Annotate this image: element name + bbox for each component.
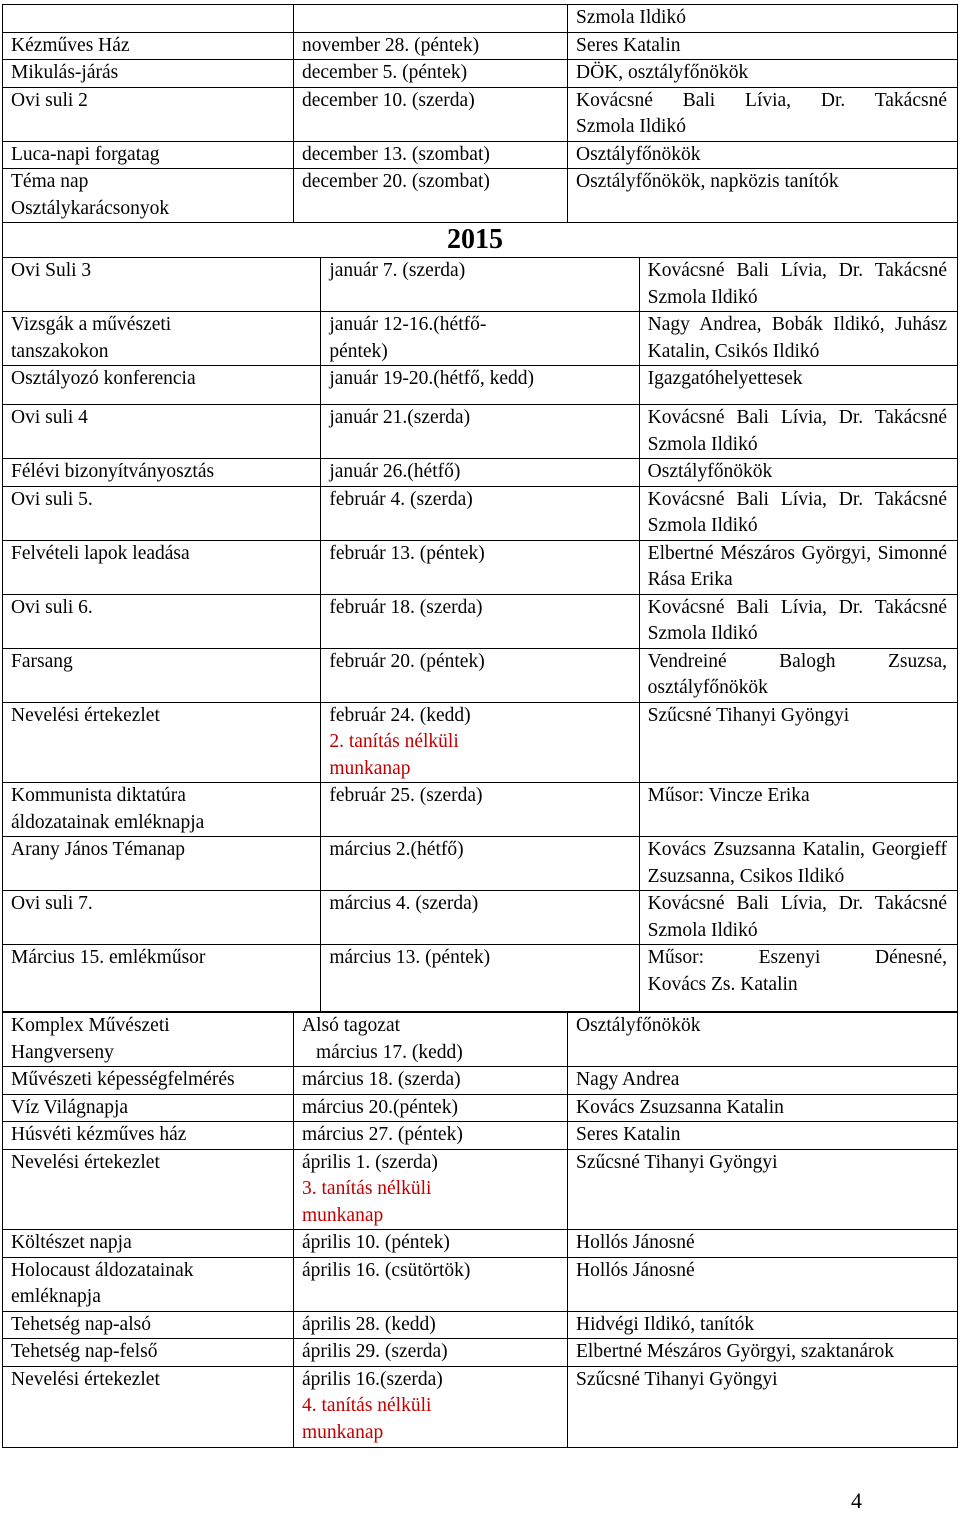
date-line: április 10. (péntek) xyxy=(302,1232,450,1253)
table-row xyxy=(3,169,958,223)
event-line: Ovi suli 7. xyxy=(11,893,93,914)
event-cell xyxy=(3,1257,294,1311)
responsible-line: Vendreiné Balogh Zsuzsa, xyxy=(647,650,947,672)
date-cell xyxy=(321,405,639,459)
table-row xyxy=(3,258,958,312)
date-cell xyxy=(294,1149,568,1230)
date-line: március 2.(hétfő) xyxy=(329,839,464,860)
event-cell xyxy=(3,5,294,33)
responsible-line: Kovácsné Bali Lívia, Dr. Takácsné xyxy=(647,596,947,618)
responsible-cell xyxy=(568,1366,958,1447)
event-line: Nevelési értekezlet xyxy=(11,704,160,726)
responsible-cell: Osztályfőnökök xyxy=(568,141,958,169)
event-line: Farsang xyxy=(11,650,73,672)
event-cell: Ovi suli 2 xyxy=(3,87,294,141)
responsible-cell xyxy=(639,312,957,366)
date-line: április 16.(szerda) xyxy=(302,1368,443,1390)
date-cell xyxy=(321,891,639,945)
date-line: március 17. (kedd) xyxy=(316,1041,463,1063)
table-row xyxy=(3,60,958,88)
responsible-line: Kovácsné Bali Lívia, Dr. Takácsné xyxy=(647,407,947,428)
event-cell xyxy=(3,486,321,540)
date-line: január 12-16.(hétfő- xyxy=(329,314,487,335)
date-cell xyxy=(321,312,639,366)
no-teaching-day-note: munkanap xyxy=(329,757,411,779)
responsible-cell xyxy=(639,837,957,891)
responsible-line: Kovácsné Bali Lívia, Dr. Takácsné xyxy=(576,89,947,111)
table-row xyxy=(3,1067,958,1095)
responsible-line: Osztályfőnökök xyxy=(647,461,773,482)
event-line: Osztálykarácsonyok xyxy=(11,197,170,219)
event-cell xyxy=(3,1366,294,1447)
responsible-line: Szmola Ildikó xyxy=(647,286,758,308)
responsible-line: Szmola Ildikó xyxy=(647,515,758,536)
responsible-cell xyxy=(568,1311,958,1339)
date-cell: december 13. (szombat) xyxy=(294,141,568,169)
responsible-line: Hollós Jánosné xyxy=(576,1232,695,1253)
date-cell xyxy=(294,1311,568,1339)
date-cell xyxy=(321,258,639,312)
date-cell xyxy=(321,783,639,837)
event-cell: Luca-napi forgatag xyxy=(3,141,294,169)
table-row xyxy=(3,1311,958,1339)
event-line: Arany János Témanap xyxy=(11,839,186,860)
event-cell: Kézműves Ház xyxy=(3,32,294,60)
year-heading: 2015 xyxy=(3,219,958,258)
table-row xyxy=(3,1149,958,1230)
event-cell xyxy=(3,783,321,837)
responsible-line: Seres Katalin xyxy=(576,1124,681,1145)
responsible-line: Szmola Ildikó xyxy=(576,116,686,137)
date-line: március 18. (szerda) xyxy=(302,1069,461,1090)
responsible-cell xyxy=(568,1257,958,1311)
responsible-line: Kovácsné Bali Lívia, Dr. Takácsné xyxy=(647,893,947,914)
responsible-line: Nagy Andrea xyxy=(576,1069,680,1090)
date-cell xyxy=(321,459,639,487)
responsible-line: Hollós Jánosné xyxy=(576,1259,695,1281)
event-line: Osztályozó konferencia xyxy=(11,368,196,389)
responsible-cell xyxy=(568,87,958,141)
responsible-line: Szmola Ildikó xyxy=(647,433,758,455)
event-line: Kommunista diktatúra xyxy=(11,785,186,806)
schedule-table-2015 xyxy=(2,219,958,1012)
event-cell xyxy=(3,891,321,945)
table-row xyxy=(3,540,958,594)
responsible-cell xyxy=(568,1339,958,1367)
responsible-cell: Szmola Ildikó xyxy=(568,5,958,33)
responsible-line: Zsuzsanna, Csikos Ildikó xyxy=(647,865,845,887)
responsible-cell xyxy=(639,258,957,312)
date-line: április 28. (kedd) xyxy=(302,1313,436,1335)
table-row xyxy=(3,783,958,837)
event-line: Művészeti képességfelmérés xyxy=(11,1069,235,1090)
event-cell xyxy=(3,1122,294,1150)
responsible-cell xyxy=(639,594,957,648)
date-cell xyxy=(321,486,639,540)
table-row xyxy=(3,1366,958,1447)
responsible-line: Szűcsné Tihanyi Gyöngyi xyxy=(576,1368,778,1390)
date-cell xyxy=(294,1067,568,1095)
responsible-line: Szűcsné Tihanyi Gyöngyi xyxy=(576,1151,778,1173)
event-cell xyxy=(3,258,321,312)
responsible-cell xyxy=(568,1094,958,1122)
event-cell xyxy=(3,405,321,459)
event-cell xyxy=(3,1149,294,1230)
responsible-cell xyxy=(639,540,957,594)
responsible-line: Igazgatóhelyettesek xyxy=(647,368,803,389)
event-cell xyxy=(3,1013,294,1067)
responsible-line: Kovács Zs. Katalin xyxy=(647,973,798,995)
date-cell: december 10. (szerda) xyxy=(294,87,568,141)
date-line: március 13. (péntek) xyxy=(329,947,491,968)
event-line: emléknapja xyxy=(11,1286,101,1307)
responsible-line: Osztályfőnökök xyxy=(576,1015,701,1036)
date-cell xyxy=(321,648,639,702)
table-row xyxy=(3,486,958,540)
event-line: áldozatainak emléknapja xyxy=(11,811,205,833)
event-line: Ovi suli 4 xyxy=(11,407,88,428)
date-cell: november 28. (péntek) xyxy=(294,32,568,60)
event-cell xyxy=(3,1067,294,1095)
date-cell xyxy=(321,540,639,594)
event-line: Vizsgák a művészeti xyxy=(11,314,172,335)
date-line: április 1. (szerda) xyxy=(302,1151,438,1173)
date-line: március 4. (szerda) xyxy=(329,893,479,914)
responsible-cell xyxy=(639,783,957,837)
table-row xyxy=(3,5,958,33)
event-cell xyxy=(3,1339,294,1367)
event-line: Húsvéti kézműves ház xyxy=(11,1124,187,1145)
event-line: Ovi suli 5. xyxy=(11,488,93,510)
table-row xyxy=(3,945,958,1012)
event-line: Komplex Művészeti xyxy=(11,1015,170,1036)
year-heading-row xyxy=(3,219,958,258)
table-row xyxy=(3,1094,958,1122)
responsible-line: Kovács Zsuzsanna Katalin, Georgieff xyxy=(647,839,947,860)
responsible-cell: Osztályfőnökök, napközis tanítók xyxy=(568,169,958,223)
event-line: Felvételi lapok leadása xyxy=(11,542,190,564)
date-cell xyxy=(321,945,639,1012)
no-teaching-day-note: munkanap xyxy=(302,1204,384,1226)
date-line: január 19-20.(hétfő, kedd) xyxy=(329,368,535,389)
date-cell xyxy=(294,1366,568,1447)
event-line: Félévi bizonyítványosztás xyxy=(11,461,215,482)
date-line: péntek) xyxy=(329,340,388,362)
date-cell xyxy=(294,1122,568,1150)
table-row xyxy=(3,1122,958,1150)
table-row xyxy=(3,87,958,141)
table-row xyxy=(3,459,958,487)
table-row xyxy=(3,1013,958,1067)
responsible-line: Katalin, Csikós Ildikó xyxy=(647,340,820,362)
responsible-cell xyxy=(568,1149,958,1230)
responsible-cell xyxy=(568,1122,958,1150)
responsible-line: Rása Erika xyxy=(647,569,733,590)
date-line: január 7. (szerda) xyxy=(329,260,466,281)
responsible-line: Kovácsné Bali Lívia, Dr. Takácsné xyxy=(647,488,947,510)
responsible-cell xyxy=(639,945,957,1012)
responsible-cell xyxy=(568,1013,958,1067)
responsible-cell xyxy=(639,366,957,405)
table-row xyxy=(3,312,958,366)
responsible-cell xyxy=(639,459,957,487)
event-cell xyxy=(3,1094,294,1122)
table-row xyxy=(3,1257,958,1311)
responsible-cell xyxy=(639,405,957,459)
date-line: január 26.(hétfő) xyxy=(329,461,461,482)
event-cell xyxy=(3,459,321,487)
event-cell xyxy=(3,312,321,366)
table-row xyxy=(3,1339,958,1367)
date-line: március 27. (péntek) xyxy=(302,1124,463,1145)
event-cell: Mikulás-járás xyxy=(3,60,294,88)
date-line: február 20. (péntek) xyxy=(329,650,485,672)
table-row xyxy=(3,405,958,459)
event-line: Holocaust áldozatainak xyxy=(11,1259,194,1281)
date-line: április 29. (szerda) xyxy=(302,1341,448,1362)
table-row xyxy=(3,702,958,783)
table-row xyxy=(3,648,958,702)
responsible-line: Kovács Zsuzsanna Katalin xyxy=(576,1096,784,1118)
date-cell: december 5. (péntek) xyxy=(294,60,568,88)
event-cell xyxy=(3,540,321,594)
date-line: március 20.(péntek) xyxy=(302,1096,458,1118)
event-line: Ovi Suli 3 xyxy=(11,260,92,281)
table-row xyxy=(3,141,958,169)
responsible-line: Műsor: Vincze Erika xyxy=(647,785,810,806)
date-cell xyxy=(294,5,568,33)
event-line: Téma nap xyxy=(11,171,89,192)
responsible-line: osztályfőnökök xyxy=(647,677,768,698)
event-line: Hangverseny xyxy=(11,1041,114,1063)
date-cell xyxy=(321,702,639,783)
no-teaching-day-note: 4. tanítás nélküli xyxy=(302,1395,432,1416)
event-cell xyxy=(3,702,321,783)
table-row xyxy=(3,891,958,945)
event-cell xyxy=(3,837,321,891)
no-teaching-day-note: munkanap xyxy=(302,1421,384,1443)
date-line: február 4. (szerda) xyxy=(329,488,473,510)
responsible-cell xyxy=(639,648,957,702)
table-row xyxy=(3,366,958,405)
date-cell xyxy=(294,1339,568,1367)
responsible-cell xyxy=(568,1067,958,1095)
responsible-line: Kovácsné Bali Lívia, Dr. Takácsné xyxy=(647,260,947,281)
table-row xyxy=(3,1230,958,1258)
responsible-cell xyxy=(568,1230,958,1258)
date-line: január 21.(szerda) xyxy=(329,407,471,428)
date-line: Alsó tagozat xyxy=(302,1015,401,1036)
no-teaching-day-note: 3. tanítás nélküli xyxy=(302,1178,432,1199)
no-teaching-day-note: 2. tanítás nélküli xyxy=(329,731,459,752)
responsible-cell: DÖK, osztályfőnökök xyxy=(568,60,958,88)
date-cell xyxy=(321,366,639,405)
event-line: Március 15. emlékműsor xyxy=(11,947,206,968)
event-line: Nevelési értekezlet xyxy=(11,1151,160,1173)
date-cell xyxy=(294,1257,568,1311)
responsible-cell: Seres Katalin xyxy=(568,32,958,60)
date-cell xyxy=(294,1230,568,1258)
table-row xyxy=(3,594,958,648)
event-cell xyxy=(3,1311,294,1339)
responsible-cell xyxy=(639,702,957,783)
event-cell xyxy=(3,945,321,1012)
date-line: február 13. (péntek) xyxy=(329,542,485,564)
event-line: Nevelési értekezlet xyxy=(11,1368,160,1390)
date-line: február 18. (szerda) xyxy=(329,596,483,618)
event-line: Víz Világnapja xyxy=(11,1096,129,1118)
responsible-line: Elbertné Mészáros Györgyi, Simonné xyxy=(647,542,947,564)
date-cell xyxy=(294,1013,568,1067)
date-line: február 25. (szerda) xyxy=(329,785,483,806)
date-cell: december 20. (szombat) xyxy=(294,169,568,223)
responsible-cell xyxy=(639,891,957,945)
event-line: Költészet napja xyxy=(11,1232,132,1253)
event-line: tanszakokon xyxy=(11,340,109,362)
event-cell xyxy=(3,648,321,702)
responsible-line: Hidvégi Ildikó, tanítók xyxy=(576,1313,755,1335)
event-cell xyxy=(3,169,294,223)
date-line: április 16. (csütörtök) xyxy=(302,1259,471,1281)
responsible-line: Műsor: Eszenyi Dénesné, xyxy=(647,947,947,968)
schedule-table-spring xyxy=(2,1012,958,1448)
date-cell xyxy=(321,837,639,891)
event-line: Tehetség nap-felső xyxy=(11,1341,158,1362)
responsible-cell xyxy=(639,486,957,540)
event-line: Tehetség nap-alsó xyxy=(11,1313,151,1335)
event-cell xyxy=(3,1230,294,1258)
responsible-line: Elbertné Mészáros Györgyi, szaktanárok xyxy=(576,1341,895,1362)
table-row xyxy=(3,32,958,60)
event-line: Ovi suli 6. xyxy=(11,596,93,618)
event-cell xyxy=(3,366,321,405)
page-number: 4 xyxy=(851,1488,862,1513)
responsible-line: Nagy Andrea, Bobák Ildikó, Juhász xyxy=(647,314,947,335)
schedule-table-2014 xyxy=(2,4,958,223)
responsible-line: Szmola Ildikó xyxy=(647,623,758,644)
date-cell xyxy=(294,1094,568,1122)
date-line: február 24. (kedd) xyxy=(329,704,471,726)
date-cell xyxy=(321,594,639,648)
table-row xyxy=(3,837,958,891)
responsible-line: Szmola Ildikó xyxy=(647,919,758,941)
event-cell xyxy=(3,594,321,648)
responsible-line: Szűcsné Tihanyi Gyöngyi xyxy=(647,704,850,726)
